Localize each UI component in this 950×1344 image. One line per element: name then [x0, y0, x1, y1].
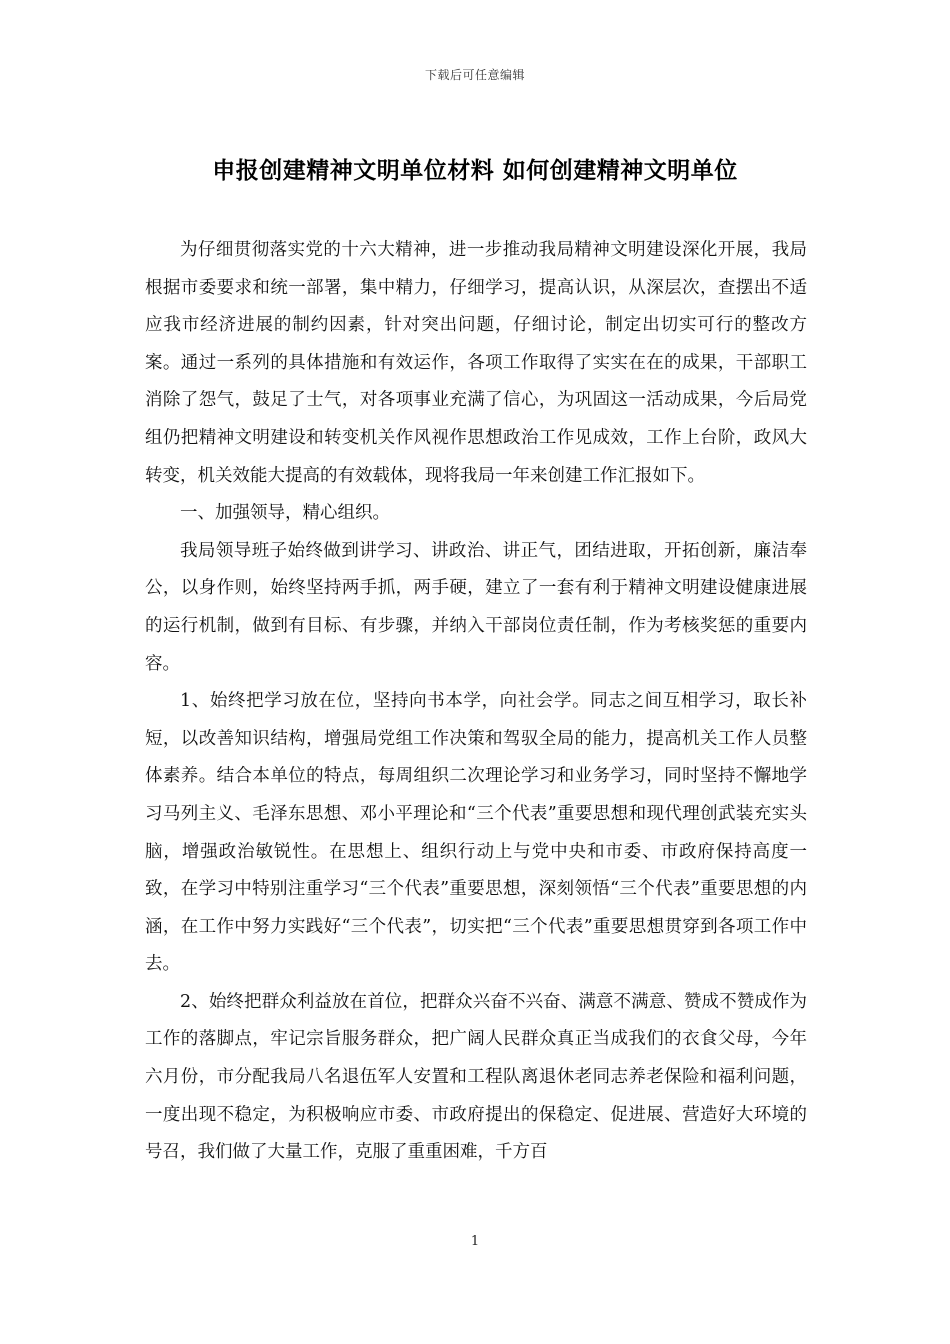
paragraph-item-1: 1、始终把学习放在位，坚持向书本学，向社会学。同志之间互相学习，取长补短，以改善知识结构，增强局党组工作决策和驾驭全局的能力，提高机关工作人员整体素养。结合本单位的特点，每周组织二次理论学习和业务学习，同时坚持不懈地学习马列主义、毛泽东思想、邓小平理论和“三个代表”重要思想和现代理创武装充实头脑，增强政治敏锐性。在思想上、组织行动上与党中央和市委、市政府保持高度一致，在学习中特别注重学习“三个代表”重要思想，深刻领悟“三个代表”重要思想的内涵，在工作中努力实践好“三个代表”，切实把“三个代表”重要思想贯穿到各项工作中去。 [145, 691, 807, 975]
paragraph-intro: 为仔细贯彻落实党的十六大精神，进一步推动我局精神文明建设深化开展，我局根据市委要求和统一部署，集中精力，仔细学习，提高认识，从深层次，查摆出不适应我市经济进展的制约因素，针对突出问题，仔细讨论，制定出切实可行的整改方案。通过一系列的具体措施和有效运作，各项工作取得了实实在在的成果，干部职工消除了怨气，鼓足了士气，对各项事业充满了信心，为巩固这一活动成果，今后局党组仍把精神文明建设和转变机关作风视作思想政治工作见成效，工作上台阶，政风大转变，机关效能大提高的有效载体，现将我局一年来创建工作汇报如下。 [145, 240, 807, 486]
section-heading-1: 一、加强领导，精心组织。 [180, 503, 390, 524]
page-number: 1 [470, 1234, 480, 1249]
paragraph-item-2: 2、始终把群众利益放在首位，把群众兴奋不兴奋、满意不满意、赞成不赞成作为工作的落脚点，牢记宗旨服务群众，把广阔人民群众真正当成我们的衣食父母，今年六月份，市分配我局八名退伍军人安置和工程队离退休老同志养老保险和福利问题，一度出现不稳定，为积极响应市委、市政府提出的保稳定、促进展、营造好大环境的号召，我们做了大量工作，克服了重重困难，千方百 [145, 991, 807, 1163]
document-body [145, 232, 807, 1172]
document-title: 申报创建精神文明单位材料 如何创建精神文明单位 [212, 158, 738, 184]
paragraph-leadership: 我局领导班子始终做到讲学习、讲政治、讲正气，团结进取，开拓创新，廉洁奉公，以身作则，始终坚持两手抓，两手硬，建立了一套有利于精神文明建设健康进展的运行机制，做到有目标、有步骤，并纳入干部岗位责任制，作为考核奖惩的重要内容。 [145, 540, 807, 674]
header-note: 下载后可任意编辑 [424, 68, 525, 82]
